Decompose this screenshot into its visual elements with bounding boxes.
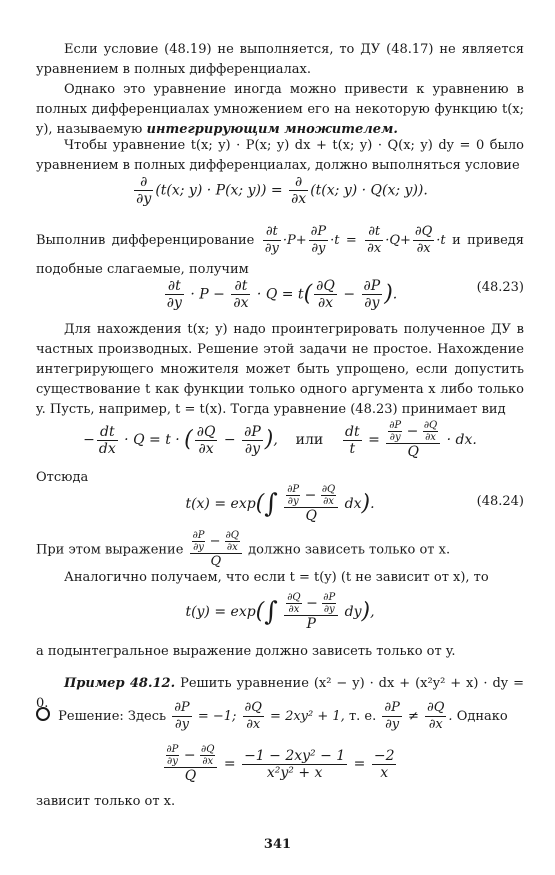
formula-ode-t-x: − $\frac{dt}{dx}$ · Q = t · ( $\frac{\partial Q}{\partial x}$ − $\frac{\partial P}{\partial y}$ ), или $\frac{dt}{t}$ = $\frac{\partial P}{\partial y}$ − $\frac{\partial Q}{\partial x}$ Q · dx. [83, 420, 477, 460]
inline-formula: $\frac{\partial P}{\partial y}$ = −1; $\frac{\partial Q}{\partial x}$ = 2xy² + 1, [174, 700, 349, 732]
example-text: Решить уравнение (x² − y) · dx + (x²y² + x) · dy = 0. [36, 676, 524, 711]
inline-formula: $\frac{\partial P}{\partial y}$ − $\frac{\partial Q}{\partial x}$ Q [190, 530, 242, 570]
solution-label: Решение: Здесь [58, 709, 167, 724]
paragraph-text: зависит только от x. [36, 794, 176, 809]
paragraph-text [36, 700, 524, 733]
solution-marker-icon [36, 707, 50, 721]
formula-48-23: $\frac{\partial t}{\partial y}$ · P − $\frac{\partial t}{\partial x}$ · Q = t( $\frac{\partial Q}{\partial x}$ − $\frac{\partial P}{\partial y}$ ). (48.23) [166, 278, 524, 311]
or-word: или [295, 432, 324, 448]
page-number: 341 [263, 837, 292, 852]
formula-condition: $\frac{\partial}{\partial y}$ (t(x; y) · P(x; y)) = $\frac{\partial}{\partial x}$ (t(x; y) · Q(x; y)). [136, 174, 428, 207]
formula-48-24: t(x) = exp(∫ $\frac{\partial P}{\partial y}$ − $\frac{\partial Q}{\partial x}$ Q dx). (48.24) [185, 484, 524, 524]
paragraph-3 [36, 136, 524, 176]
paragraph-text: Если условие (48.19) не выполняется, то ДУ (48.17) не является уравнением в полных дифференциалах. [36, 42, 524, 77]
paragraph-1 [36, 40, 524, 80]
inline-formula: $\frac{\partial P}{\partial y}$ ≠ $\frac{\partial Q}{\partial x}$ . [384, 700, 457, 732]
paragraph-text [36, 80, 524, 140]
paragraph-8 [36, 642, 524, 662]
paragraph-text [36, 530, 524, 570]
solution-text: Однако [456, 709, 508, 724]
inline-formula: $\frac{\partial t}{\partial y}$ ·P+ $\frac{\partial P}{\partial y}$ ·t = $\frac{\partial t}{\partial x}$ ·Q+ $\frac{\partial Q}{\partial x}$ ·t [264, 224, 453, 256]
paragraph-6 [36, 530, 524, 570]
paragraph-5 [36, 320, 524, 420]
paragraph-text: Отсюда [36, 470, 89, 485]
paragraph-body: Выполнив дифференцирование [36, 233, 255, 248]
paragraph-text [36, 224, 524, 283]
solution-block [36, 700, 524, 733]
paragraph-body: и приведя подобные слагаемые, получим [36, 233, 524, 277]
formula-solution: $\frac{\partial P}{\partial y}$ − $\frac{\partial Q}{\partial x}$ Q = $\frac{\text{−1 − 2xy² − 1}}{\text{x²y² + x}}$ = $\frac{-2}{x}$ [36, 744, 524, 784]
paragraph-body: При этом выражение [36, 542, 184, 558]
paragraph-4 [36, 224, 524, 283]
formula-t-y: t(y) = exp(∫ $\frac{\partial Q}{\partial x}$ − $\frac{\partial P}{\partial y}$ P dy), [185, 592, 375, 632]
paragraph-2 [36, 80, 524, 140]
solution-text: т. е. [348, 709, 377, 724]
paragraph-text: а подынтегральное выражение должно зависеть только от y. [36, 644, 456, 659]
paragraph-body: Однако это уравнение иногда можно привести к уравнению в полных дифференциалах умножением его на некоторую функцию t(x; y), называемую [36, 82, 524, 137]
paragraph-last [36, 792, 524, 812]
term-highlight: интегрирующим множителем. [146, 122, 398, 137]
paragraph-text: Аналогично получаем, что если t = t(y) (t не зависит от x), то [64, 570, 489, 585]
example-label: Пример 48.12. [64, 676, 176, 691]
equation-number: (48.23) [476, 280, 524, 295]
paragraph-text: Для нахождения t(x; y) надо проинтегрировать полученное ДУ в частных производных. Решение этой задачи не простое. Нахождение интегрирующего множителя может быть упрощено, если допустить существование t как функции только одного аргумента x либо только y. Пусть, например, t = t(x). Тогда уравнение (48.23) принимает вид [36, 322, 524, 417]
paragraph-body: должно зависеть только от x. [248, 542, 451, 558]
paragraph-text: Чтобы уравнение t(x; y) · P(x; y) dx + t(x; y) · Q(x; y) dy = 0 было уравнением в полных дифференциалах, должно выполняться условие [36, 138, 524, 173]
paragraph-7 [36, 568, 524, 588]
equation-number: (48.24) [476, 494, 524, 509]
